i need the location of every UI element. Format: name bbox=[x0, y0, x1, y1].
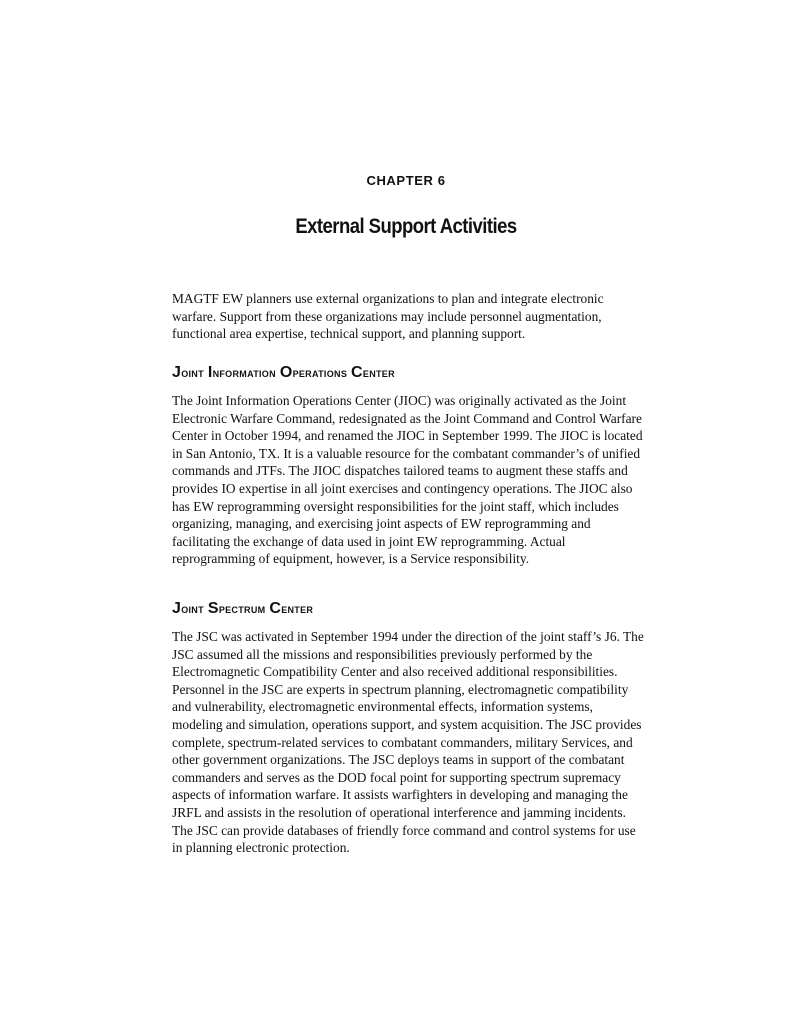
section-paragraph-jioc: The Joint Information Operations Center (JIOC) was originally activated as the Joint Electronic Warfare Command, redesignated as the Joint Command and Control Warfare Center in October 1994, and renamed the JIOC in September 1999. The JIOC is located in San Antonio, TX. It is a valuable resource for the combatant commander’s of unified commands and JTFs. The JIOC dispatches tailored teams to augment these staffs and provides IO expertise in all joint exercises and contingency operations. The JIOC also has EW reprogramming oversight responsibilities for the joint staff, which includes organizing, managing, and exercising joint aspects of EW reprogramming and facilitating the exchange of data used in joint EW reprogramming. Actual reprogramming of equipment, however, is a Service responsibility. bbox=[172, 393, 643, 567]
chapter-title: External Support Activities bbox=[295, 215, 517, 238]
section-heading-jioc: Joint Information Operations Center bbox=[172, 364, 395, 381]
chapter-label: CHAPTER 6 bbox=[366, 173, 446, 188]
section-paragraph-jsc: The JSC was activated in September 1994 under the direction of the joint staff’s J6. The JSC assumed all the missions and responsibilities previously performed by the Electromagnetic Compatibility Center and also received additional responsibilities. Personnel in the JSC are experts in spectrum planning, electromagnetic compatibility and vulnerability, electromagnetic environmental effects, information systems, modeling and simulation, operations support, and system acquisition. The JSC provides complete, spectrum-related services to combatant commanders, military Services, and other government organizations. The JSC deploys teams in support of the combatant commanders and serves as the DOD focal point for supporting spectrum supremacy aspects of information warfare. It assists warfighters in developing and managing the JRFL and assists in the resolution of operational interference and jamming incidents. The JSC can provide databases of friendly force command and control systems for use in planning electronic protection. bbox=[172, 629, 644, 856]
intro-paragraph: MAGTF EW planners use external organizations to plan and integrate electronic warfare. Support from these organizations may include personnel augmentation, functional area expertise, technical support, and planning support. bbox=[172, 291, 604, 342]
section-heading-jsc: Joint Spectrum Center bbox=[172, 600, 314, 617]
